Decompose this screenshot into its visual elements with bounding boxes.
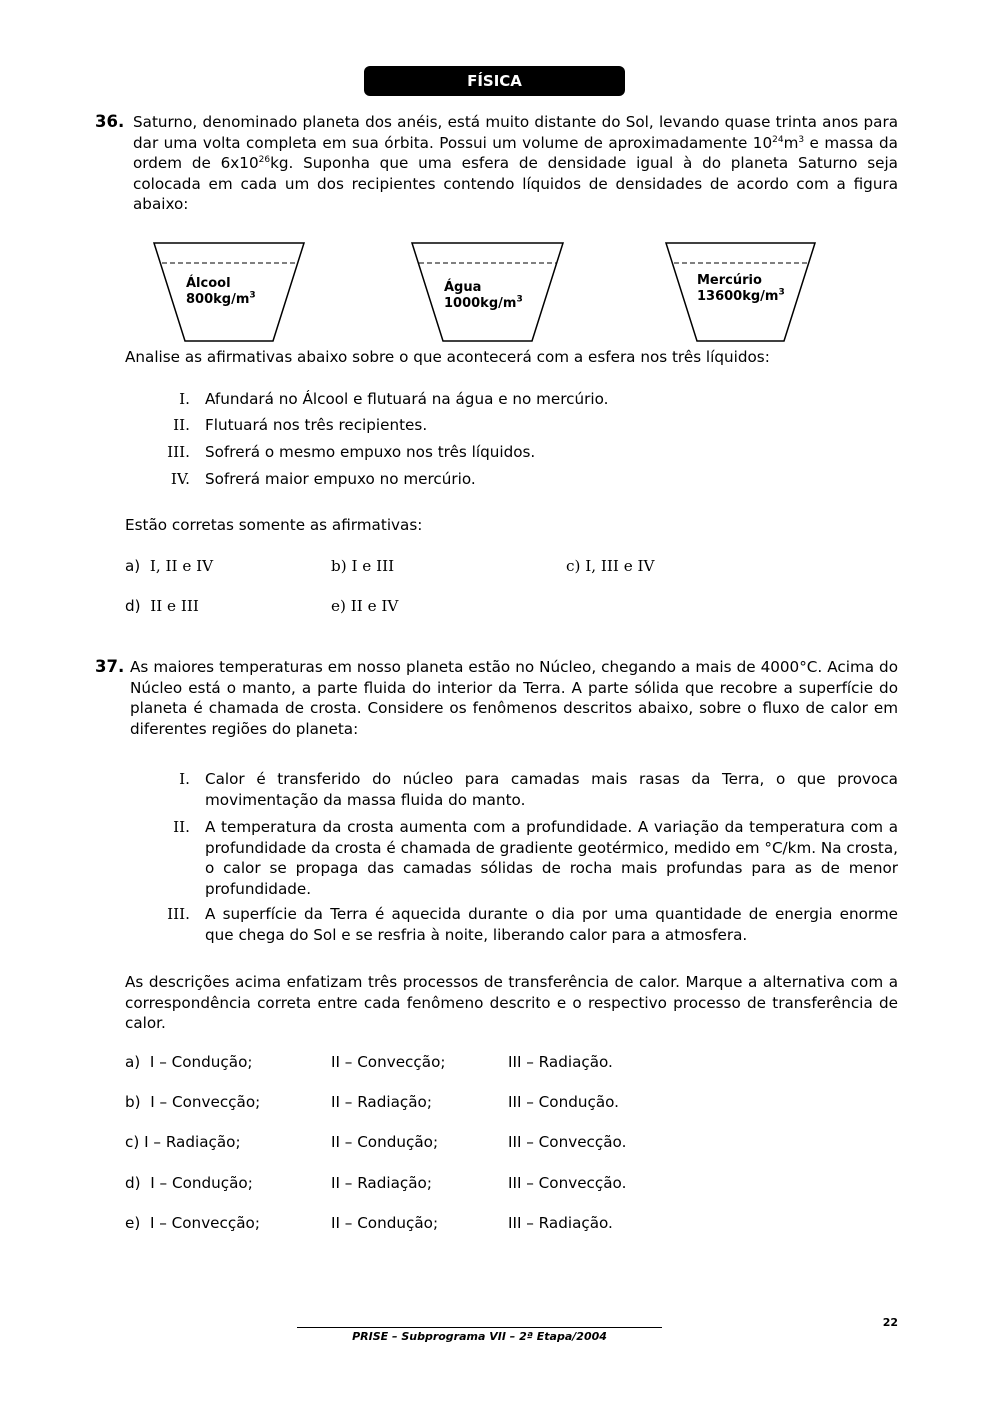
beaker-mercury-label: Mercúrio $13600kg/m^3$ xyxy=(697,273,785,304)
q37-option-a-col3: III – Radiação. xyxy=(508,1053,613,1071)
section-header: FÍSICA xyxy=(364,66,625,96)
question-36-analyze: Analise as afirmativas abaixo sobre o que acontecerá com a esfera nos três líquidos: xyxy=(125,348,770,366)
beaker-water-label: Água $1000kg/m^3$ xyxy=(444,280,523,311)
q37-option-d[interactable]: d) I – Condução; xyxy=(125,1174,253,1192)
q36-option-a[interactable]: a) I, II e IV xyxy=(125,557,214,575)
q37-option-c-col3: III – Convecção. xyxy=(508,1133,627,1151)
q36-option-d[interactable]: d) II e III xyxy=(125,597,199,615)
question-37-prompt: As descrições acima enfatizam três processos de transferência de calor. Marque a alternativa com a correspondência correta entre cada fenômeno descrito e o respectivo processo de transferência de calor. xyxy=(125,973,898,1032)
q37-option-e-col3: III – Radiação. xyxy=(508,1214,613,1232)
question-36-text: Saturno, denominado planeta dos anéis, está muito distante do Sol, levando quase trinta anos para dar uma volta completa em sua órbita. Possui um volume de aproximadamente $10^{24}m^3$ e massa da ordem de $6x10^{26}kg$. Suponha que uma esfera de densidade igual à do planeta Saturno seja colocada em cada um dos recipientes contendo líquidos de densidades de acordo com a figura abaixo: xyxy=(133,113,898,213)
q37-option-e-col2: II – Condução; xyxy=(331,1214,439,1232)
q37-option-a-col2: II – Convecção; xyxy=(331,1053,446,1071)
q37-option-c-col2: II – Condução; xyxy=(331,1133,439,1151)
q37-option-c[interactable]: c) I – Radiação; xyxy=(125,1133,241,1151)
question-36-number: 36. xyxy=(95,112,125,131)
question-37-number: 37. xyxy=(95,657,125,676)
footer-text: PRISE – Subprograma VII – 2ª Etapa/2004 xyxy=(352,1330,607,1343)
footer-divider xyxy=(297,1327,662,1328)
q36-option-c[interactable]: c) I, III e IV xyxy=(566,557,655,575)
q36-option-b[interactable]: b) I e III xyxy=(331,557,395,575)
q37-option-e[interactable]: e) I – Convecção; xyxy=(125,1214,260,1232)
q37-option-d-col2: II – Radiação; xyxy=(331,1174,432,1192)
question-37-intro: As maiores temperaturas em nosso planeta estão no Núcleo, chegando a mais de 4000°C. Acima do Núcleo está o manto, a parte fluida do interior da Terra. A parte sólida que recobre a superfície do planeta é chamada de crosta. Considere os fenômenos descritos abaixo, sobre o fluxo de calor em diferentes regiões do planeta: xyxy=(130,658,898,738)
q37-option-b[interactable]: b) I – Convecção; xyxy=(125,1093,261,1111)
question-36-prompt: Estão corretas somente as afirmativas: xyxy=(125,516,423,534)
q37-option-a[interactable]: a) I – Condução; xyxy=(125,1053,253,1071)
q37-option-d-col3: III – Convecção. xyxy=(508,1174,627,1192)
q36-option-e[interactable]: e) II e IV xyxy=(331,597,399,615)
q37-option-b-col3: III – Condução. xyxy=(508,1093,619,1111)
page-number: 22 xyxy=(882,1316,898,1329)
beaker-alcohol-label: Álcool $800kg/m^3$ xyxy=(186,276,256,307)
q37-option-b-col2: II – Radiação; xyxy=(331,1093,432,1111)
